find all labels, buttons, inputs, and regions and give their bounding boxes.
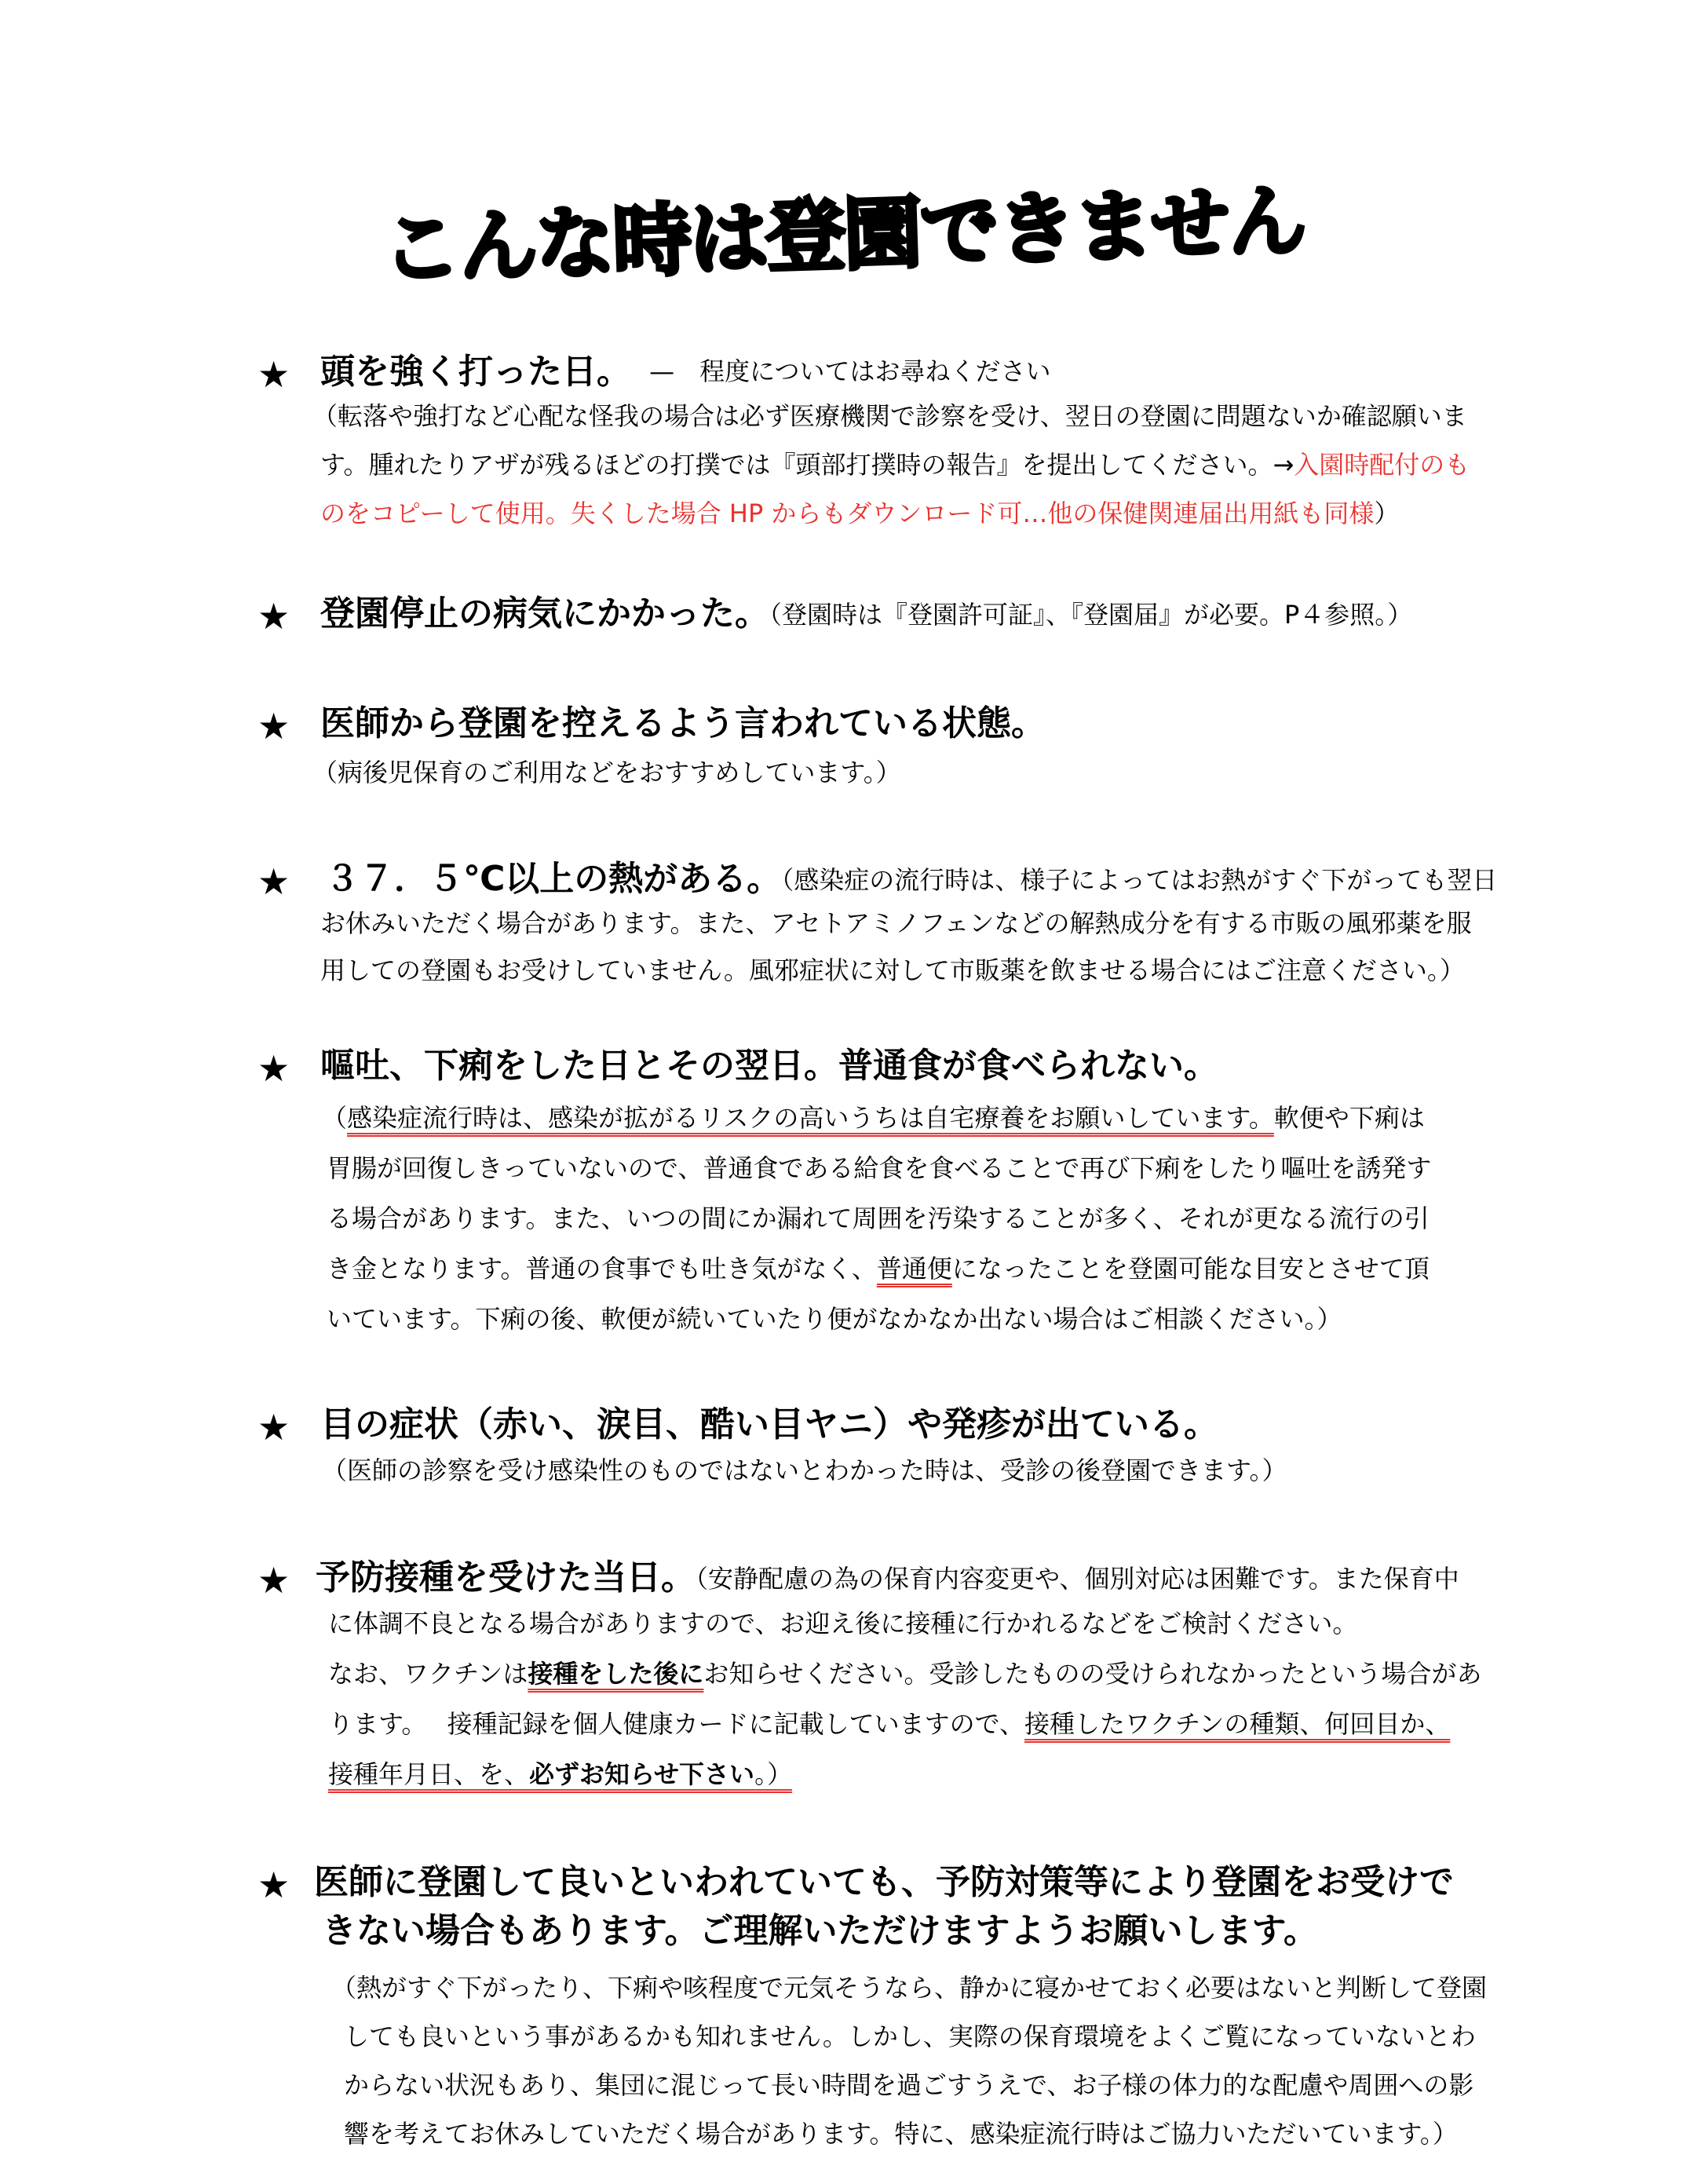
page-title: こんな時は登園できません (380, 174, 1307, 296)
body-text-underlined: 接種年月日、を、 (328, 1759, 530, 1789)
item-heading: 嘔吐、下痢をした日とその翌日。普通食が食べられない。 (320, 1046, 1218, 1086)
body-text: ります。 接種記録を個人健康カードに記載していますので、 (328, 1709, 1024, 1739)
item-note: （登園時は『登園許可証』、『登園届』が必要。P４参照。） (769, 600, 1413, 630)
item-heading-line: 医師に登園して良いといわれていても、予防対策等により登園をお受けで (314, 1862, 1454, 1902)
item-heading-line (320, 593, 1413, 634)
body-text-red: 入園時配付のも (1294, 450, 1470, 480)
star-icon: ★ (257, 595, 290, 637)
item-heading-line (320, 1046, 1218, 1086)
item-note: — 程度についてはお尋ねください (649, 356, 1051, 386)
item-heading-line: きない場合もあります。ご理解いただけますようお願いします。 (322, 1911, 1318, 1951)
body-text-underlined: 接種をした後に (528, 1659, 704, 1689)
item-heading-line (320, 703, 1046, 743)
body-line: る場合があります。また、いつの間にか漏れて周囲を汚染することが多く、それが更なる流行の引 (327, 1203, 1430, 1233)
body-line: しても良いという事があるかも知れません。しかし、実際の保育環境をよくご覧になっていないとわ (344, 2021, 1476, 2051)
body-text: 軟便や下痢は (1273, 1103, 1425, 1133)
item-heading-line (320, 352, 1051, 392)
body-text-underlined: 普通便 (876, 1254, 952, 1284)
body-text: す。腫れたりアザが残るほどの打撲では『頭部打撲時の報告』を提出してください。→ (320, 450, 1294, 480)
body-line (327, 1254, 1430, 1284)
body-text-underlined: 。） (754, 1759, 793, 1789)
body-line (322, 1103, 1425, 1133)
body-text: ） (1374, 499, 1400, 528)
item-note: （安静配慮の為の保育内容変更や、個別対応は困難です。また保育中 (696, 1564, 1459, 1594)
body-line: （熱がすぐ下がったり、下痢や咳程度で元気そうなら、静かに寝かせておく必要はないと判断して登園 (331, 1973, 1488, 2003)
star-icon: ★ (257, 1864, 290, 1906)
body-line: いています。下痢の後、軟便が続いていたり便がなかなか出ない場合はご相談ください。） (327, 1304, 1342, 1334)
body-line (320, 501, 1399, 526)
item-heading-line (325, 859, 1498, 899)
body-line (320, 450, 1470, 480)
body-text: なお、ワクチンは (328, 1659, 528, 1689)
item-heading: ３７．５℃以上の熱がある。 (325, 859, 782, 899)
body-line: お休みいただく場合があります。また、アセトアミノフェンなどの解熱成分を有する市販の風邪薬を服 (320, 908, 1472, 938)
body-line: からない状況もあり、集団に混じって長い時間を過ごすうえで、お子様の体力的な配慮や周囲への影 (344, 2070, 1474, 2100)
body-line: （転落や強打など心配な怪我の場合は必ず医療機関で診察を受け、翌日の登園に問題ないか確認願いま (312, 401, 1467, 431)
body-text-red: のをコピーして使用。失くした場合 HP からもダウンロード可…他の保健関連届出用紙も同様 (320, 499, 1375, 528)
body-line (328, 1759, 793, 1789)
item-heading (314, 1862, 1454, 1902)
body-line (328, 1659, 1482, 1689)
body-line: 胃腸が回復しきっていないので、普通食である給食を食べることで再び下痢をしたり嘔吐を誘発す (327, 1153, 1432, 1183)
item-heading-line (316, 1558, 1459, 1598)
star-icon: ★ (257, 1406, 290, 1448)
body-text: お知らせください。受診したものの受けられなかったという場合があ (703, 1659, 1482, 1689)
item-heading: 医師から登園を控えるよう言われている状態。 (320, 703, 1046, 743)
body-line: （医師の診察を受け感染性のものではないとわかった時は、受診の後登園できます。） (322, 1455, 1287, 1485)
item-heading: 頭を強く打った日。 (320, 352, 631, 392)
body-line: に体調不良となる場合がありますので、お迎え後に接種に行かれるなどをご検討ください。 (328, 1609, 1358, 1638)
body-line (328, 1711, 1450, 1737)
body-text-underlined: 接種したワクチンの種類、何回目か、 (1024, 1709, 1451, 1739)
item-heading: 目の症状（赤い、涙目、酷い目ヤニ）や発疹が出ている。 (320, 1404, 1218, 1444)
body-text-underlined: 感染症流行時は、感染が拡がるリスクの高いうちは自宅療養をお願いしています。 (347, 1103, 1274, 1133)
body-line: （病後児保育のご利用などをおすすめしています。） (312, 758, 901, 787)
star-icon: ★ (257, 1559, 290, 1601)
body-text: き金となります。普通の食事でも吐き気がなく、 (327, 1254, 877, 1284)
body-text: になったことを登園可能な目安とさせて頂 (951, 1254, 1430, 1284)
item-heading-line (320, 1404, 1218, 1444)
body-line: 響を考えてお休みしていただく場合があります。特に、感染症流行時はご協力いただいています。） (344, 2119, 1458, 2149)
item-heading (322, 1911, 1318, 1951)
star-icon: ★ (257, 705, 290, 747)
item-heading: 登園停止の病気にかかった。 (320, 593, 769, 634)
body-line: 用しての登園もお受けしていません。風邪症状に対して市販薬を飲ませる場合にはご注意ください。） (320, 955, 1465, 985)
item-heading: 予防接種を受けた当日。 (316, 1558, 696, 1598)
body-text-underlined: 必ずお知らせ下さい (529, 1759, 755, 1789)
star-icon: ★ (257, 1047, 290, 1090)
star-icon: ★ (257, 353, 290, 396)
item-note: （感染症の流行時は、様子によってはお熱がすぐ下がっても翌日 (781, 865, 1498, 895)
body-text: （ (322, 1103, 348, 1133)
star-icon: ★ (257, 860, 290, 903)
